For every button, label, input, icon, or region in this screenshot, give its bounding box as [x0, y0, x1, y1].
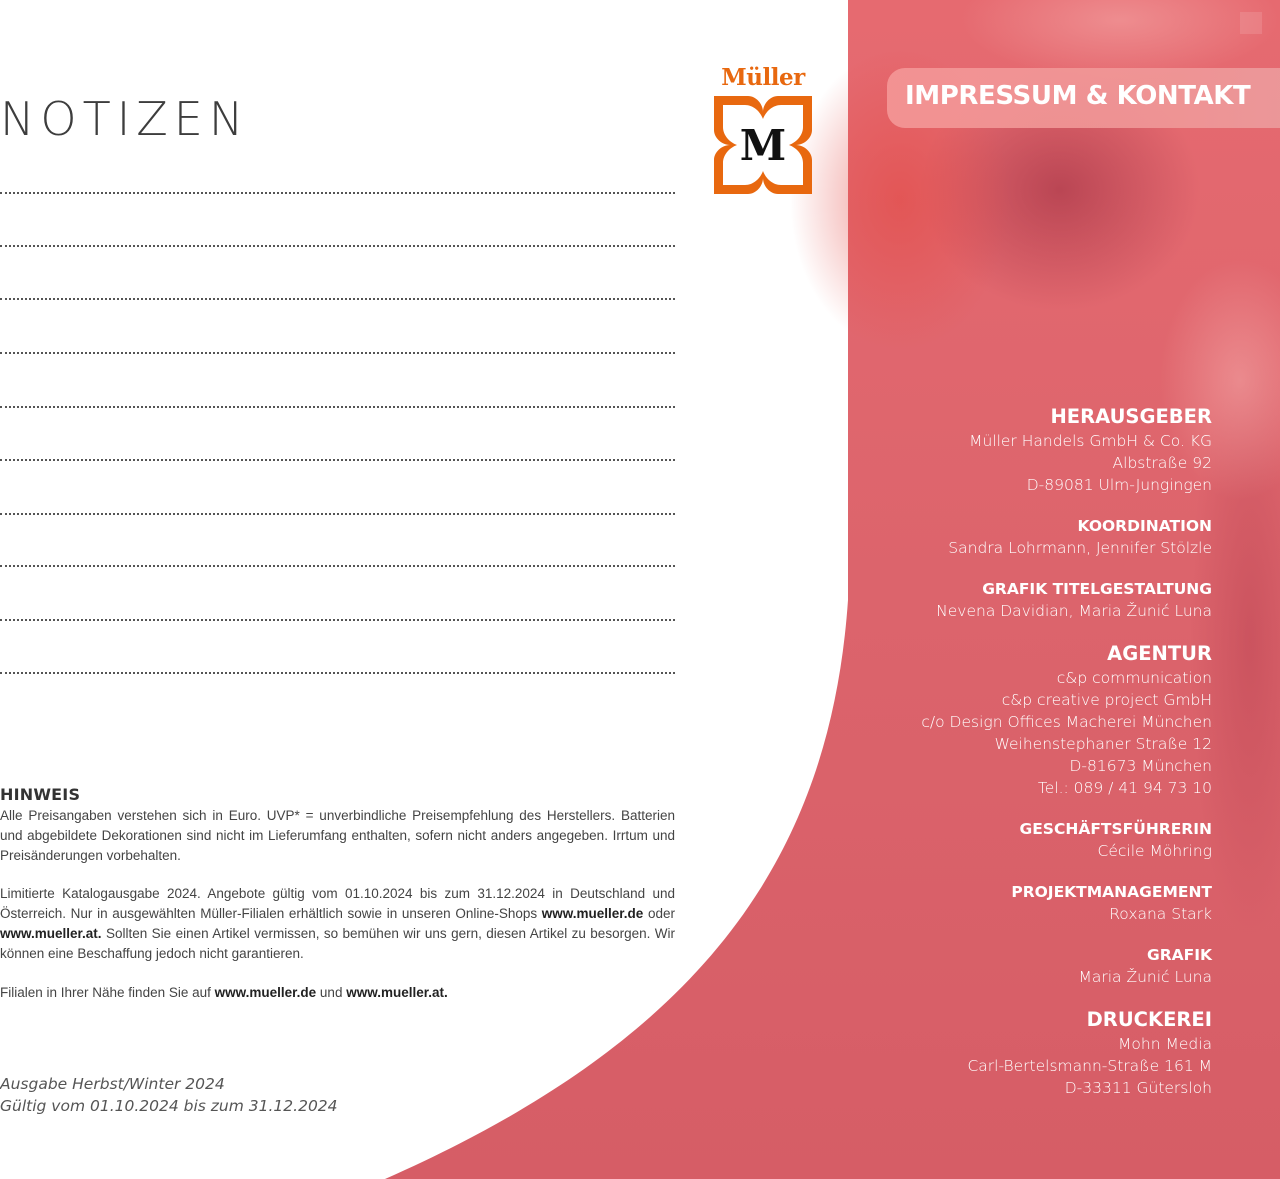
- credit-line: D-81673 München: [1069, 757, 1212, 775]
- credit-line: D-89081 Ulm-Jungingen: [1026, 476, 1212, 494]
- link-mueller-at[interactable]: www.mueller.at.: [0, 925, 102, 941]
- credit-line: Maria Žunić Luna: [1078, 968, 1212, 986]
- link-mueller-at[interactable]: www.mueller.at.: [346, 984, 448, 1000]
- credit-projektmanagement: [772, 881, 1212, 925]
- credits-list: [772, 404, 1212, 1118]
- credit-herausgeber: [772, 404, 1212, 496]
- credit-heading: HERAUSGEBER: [1050, 405, 1212, 428]
- note-line: [0, 245, 675, 247]
- note-line: [0, 459, 675, 461]
- credit-grafik: [772, 944, 1212, 988]
- text-run: Sollten Sie einen Artikel vermissen, so bemühen wir uns gern, diesen Artikel zu besorgen. Wir können eine Beschaffung jedoch nicht garantieren.: [0, 925, 675, 961]
- impressum-banner: [887, 68, 1280, 128]
- logo-letter: M: [739, 121, 787, 170]
- link-mueller-de[interactable]: www.mueller.de: [541, 906, 644, 922]
- credit-line: c&p creative project GmbH: [1001, 691, 1212, 709]
- hinweis-title: HINWEIS: [0, 785, 81, 804]
- credit-geschaeftsfuehrerin: [772, 818, 1212, 862]
- credit-line: c/o Design Offices Macherei München: [921, 713, 1212, 731]
- credit-heading: GRAFIK: [1146, 946, 1212, 964]
- note-line: [0, 406, 675, 408]
- credit-line: Albstraße 92: [1112, 454, 1212, 472]
- corner-mark: [1240, 12, 1262, 34]
- text-run: oder: [643, 906, 676, 922]
- mueller-logo: [710, 64, 816, 198]
- text-run: Limitierte Katalogausgabe 2024. Angebote gültig vom 01.10.2024 bis zum 31.12.2024 in Deutschland und Österreich. Nur in ausgewählten Müller-Filialen erhältlich sowie in unseren Online-Shops: [0, 886, 675, 922]
- notes-title: NOTIZEN: [0, 92, 250, 146]
- note-line: [0, 298, 675, 300]
- credit-heading: GRAFIK TITELGESTALTUNG: [982, 580, 1212, 598]
- credit-agentur: [772, 641, 1212, 799]
- hinweis-paragraph-2: [0, 884, 675, 963]
- credit-heading: AGENTUR: [1107, 642, 1212, 665]
- credit-line: Sandra Lohrmann, Jennifer Stölzle: [948, 539, 1212, 557]
- credit-grafik-titelgestaltung: [772, 578, 1212, 622]
- credit-line: Cécile Möhring: [1097, 842, 1212, 860]
- credit-heading: KOORDINATION: [1077, 517, 1212, 535]
- logo-wordmark: Müller: [721, 64, 805, 91]
- text-run: Filialen in Ihrer Nähe finden Sie auf: [0, 984, 215, 1000]
- edition-line-2: Gültig vom 01.10.2024 bis zum 31.12.2024: [0, 1097, 338, 1115]
- hinweis-paragraph-3: [0, 983, 675, 1003]
- credit-line: Nevena Davidian, Maria Žunić Luna: [936, 602, 1212, 620]
- impressum-title: IMPRESSUM & KONTAKT: [905, 81, 1251, 111]
- credit-line: Müller Handels GmbH & Co. KG: [969, 432, 1212, 450]
- credit-line: Weihenstephaner Straße 12: [994, 735, 1212, 753]
- credit-line: Mohn Media: [1118, 1035, 1212, 1053]
- note-line: [0, 513, 675, 515]
- credit-line: c&p communication: [1056, 669, 1212, 687]
- note-line: [0, 192, 675, 194]
- credit-line: Carl-Bertelsmann-Straße 161 M: [967, 1057, 1212, 1075]
- text-run: und: [316, 984, 347, 1000]
- logo-flower-icon: [712, 94, 814, 196]
- edition-info: [0, 1073, 338, 1117]
- credit-line: D-33311 Gütersloh: [1064, 1079, 1212, 1097]
- credit-line: Roxana Stark: [1109, 905, 1212, 923]
- credit-druckerei: [772, 1007, 1212, 1099]
- hinweis-paragraph-1: Alle Preisangaben verstehen sich in Euro. UVP* = unverbindliche Preisempfehlung des Herstellers. Batterien und abgebildete Dekorationen sind nicht im Lieferumfang enthalten, sofern nicht anders angegeben. Irrtum und Preisänderungen vorbehalten.: [0, 808, 675, 863]
- credit-koordination: [772, 515, 1212, 559]
- credit-heading: DRUCKEREI: [1086, 1008, 1212, 1031]
- credit-line: Tel.: 089 / 41 94 73 10: [1037, 779, 1212, 797]
- note-line: [0, 672, 675, 674]
- edition-line-1: Ausgabe Herbst/Winter 2024: [0, 1075, 225, 1093]
- note-line: [0, 619, 675, 621]
- credit-heading: PROJEKTMANAGEMENT: [1011, 883, 1212, 901]
- link-mueller-de[interactable]: www.mueller.de: [214, 984, 317, 1000]
- credit-heading: GESCHÄFTSFÜHRERIN: [1019, 820, 1212, 838]
- note-line: [0, 352, 675, 354]
- note-line: [0, 565, 675, 567]
- hinweis-section: [0, 785, 675, 1002]
